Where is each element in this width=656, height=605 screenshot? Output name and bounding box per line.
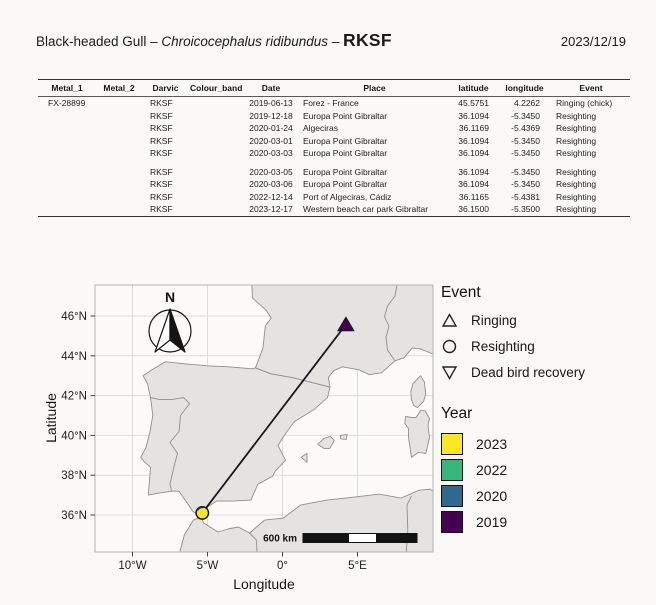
- y-tick: 36°N: [61, 510, 87, 522]
- table-row: [38, 122, 630, 135]
- legend-item-2022: [441, 459, 641, 481]
- cell-longitude: -5.3450: [511, 110, 540, 121]
- cell-metal2: [96, 135, 142, 148]
- cell-latitude: 36.1094: [458, 110, 489, 121]
- cell-metal1: [38, 147, 96, 160]
- cell-colour-band: [189, 135, 243, 148]
- table-row: [38, 147, 630, 160]
- latin-name: Chroicocephalus ridibundus: [161, 34, 328, 49]
- cell-darvic: RKSF: [150, 98, 173, 109]
- y-tick: 46°N: [61, 311, 87, 323]
- legend-label: 2019: [476, 514, 508, 530]
- y-tick: 40°N: [61, 430, 87, 443]
- cell-date: 2020-03-01: [249, 135, 293, 146]
- cell-date: 2022-12-14: [249, 191, 293, 202]
- x-axis-title: Longitude: [233, 576, 295, 592]
- col-colour-band: Colour_band: [189, 80, 243, 97]
- cell-metal2: [96, 203, 142, 216]
- cell-metal1: [38, 122, 96, 135]
- cell-place: Forez - France: [303, 98, 359, 109]
- legend-item-dead-bird-recovery: [441, 364, 641, 381]
- cell-event: Resighting: [556, 191, 597, 202]
- y-tick: 44°N: [61, 350, 87, 363]
- table-header: [38, 80, 630, 97]
- y-tick: 42°N: [61, 390, 87, 403]
- cell-longitude: -5.4369: [511, 123, 540, 134]
- cell-longitude: -5.4381: [511, 191, 540, 202]
- year-legend: [441, 405, 641, 533]
- table-row: [38, 191, 630, 204]
- legend-label: Ringing: [471, 313, 517, 328]
- cell-metal1: FX-28899: [48, 98, 86, 109]
- species-name: Black-headed Gull: [36, 34, 147, 49]
- cell-place: Europa Point Gibraltar: [303, 135, 388, 146]
- legend-label: Resighting: [471, 339, 535, 354]
- col-metal2: Metal_2: [96, 80, 142, 97]
- map-svg: [30, 278, 450, 600]
- cell-darvic: RKSF: [150, 148, 173, 159]
- legend-label: 2023: [476, 436, 508, 452]
- cell-latitude: 45.5751: [458, 98, 489, 109]
- cell-longitude: -5.3450: [511, 135, 540, 146]
- cell-latitude: 36.1500: [458, 204, 489, 215]
- north-label: N: [164, 289, 176, 305]
- cell-event: Resighting: [556, 166, 597, 177]
- cell-metal1: [38, 110, 96, 123]
- cell-place: Europa Point Gibraltar: [303, 179, 388, 190]
- col-event: Event: [552, 80, 630, 97]
- x-tick: 5°E: [348, 560, 367, 572]
- triangle-up-icon: [441, 312, 458, 329]
- cell-colour-band: [189, 203, 243, 216]
- x-tick: 10°W: [118, 560, 147, 572]
- table-body: [38, 97, 630, 217]
- legend-item-resighting: [441, 338, 641, 355]
- cell-darvic: RKSF: [150, 179, 173, 190]
- cell-latitude: 36.1169: [458, 123, 489, 134]
- cell-date: 2020-01-24: [249, 123, 293, 134]
- cell-colour-band: [189, 160, 243, 179]
- cell-colour-band: [189, 97, 243, 110]
- report-header: [36, 30, 626, 51]
- cell-darvic: RKSF: [150, 191, 173, 202]
- triangle-down-icon: [441, 364, 458, 381]
- cell-place: Europa Point Gibraltar: [303, 110, 388, 121]
- cell-colour-band: [189, 110, 243, 123]
- cell-event: Resighting: [556, 148, 597, 159]
- cell-event: Resighting: [556, 179, 597, 190]
- col-darvic: Darvic: [142, 80, 189, 97]
- x-tick: 5°W: [196, 560, 219, 572]
- map-figure: [30, 278, 450, 600]
- cell-event: Resighting: [556, 110, 597, 121]
- cell-metal1: [38, 203, 96, 216]
- cell-metal2: [96, 110, 142, 123]
- cell-latitude: 36.1094: [458, 166, 489, 177]
- cell-metal1: [38, 178, 96, 191]
- cell-longitude: -5.3450: [511, 179, 540, 190]
- cell-darvic: RKSF: [150, 135, 173, 146]
- cell-place: Western beach car park Gibraltar: [303, 204, 429, 215]
- cell-date: 2019-06-13: [249, 98, 293, 109]
- title-separator: –: [331, 34, 340, 49]
- legend-label: Dead bird recovery: [471, 365, 586, 380]
- year-swatch-2019: [441, 511, 463, 533]
- ring-code: RKSF: [343, 30, 392, 50]
- sightings-table: [38, 79, 630, 217]
- title-separator: –: [150, 34, 158, 49]
- legend-item-2019: [441, 511, 641, 533]
- y-axis-title: Latitude: [43, 393, 59, 443]
- cell-event: Resighting: [556, 204, 597, 215]
- report-date: 2023/12/19: [560, 34, 626, 49]
- col-place: Place: [299, 80, 450, 97]
- cell-latitude: 36.1094: [458, 179, 489, 190]
- table-row: [38, 178, 630, 191]
- year-swatch-2020: [441, 485, 463, 507]
- year-swatch-2023: [441, 433, 463, 455]
- cell-metal2: [96, 122, 142, 135]
- cell-metal1: [38, 160, 96, 179]
- cell-metal2: [96, 178, 142, 191]
- cell-longitude: -5.3500: [511, 204, 540, 215]
- cell-date: 2020-03-05: [249, 166, 293, 177]
- cell-date: 2020-03-06: [249, 179, 293, 190]
- page-title: [36, 30, 392, 51]
- event-legend-title: Event: [441, 284, 481, 301]
- cell-date: 2019-12-18: [249, 110, 293, 121]
- cell-darvic: RKSF: [150, 204, 173, 215]
- cell-place: Europa Point Gibraltar: [303, 148, 388, 159]
- map-legend: [441, 284, 641, 537]
- cell-latitude: 36.1094: [458, 135, 489, 146]
- cell-longitude: 4.2262: [514, 98, 540, 109]
- legend-item-2020: [441, 485, 641, 507]
- cell-event: Resighting: [556, 123, 597, 134]
- cell-colour-band: [189, 122, 243, 135]
- cell-longitude: -5.3450: [511, 166, 540, 177]
- y-tick: 38°N: [61, 470, 87, 483]
- cell-date: 2023-12-17: [249, 204, 293, 215]
- cell-event: Resighting: [556, 135, 597, 146]
- cell-latitude: 36.1094: [458, 148, 489, 159]
- col-longitude: longitude: [497, 80, 552, 97]
- cell-darvic: RKSF: [150, 166, 173, 177]
- cell-colour-band: [189, 191, 243, 204]
- table-row: [38, 97, 630, 110]
- col-metal1: Metal_1: [38, 80, 96, 97]
- col-date: Date: [243, 80, 299, 97]
- cell-latitude: 36.1165: [458, 191, 489, 202]
- table-row: [38, 203, 630, 216]
- cell-place: Algeciras: [303, 123, 338, 134]
- cell-metal2: [96, 147, 142, 160]
- cell-longitude: -5.3450: [511, 148, 540, 159]
- year-legend-title: Year: [441, 405, 473, 422]
- cell-darvic: RKSF: [150, 110, 173, 121]
- land-menorca: [340, 434, 347, 439]
- cell-metal2: [96, 191, 142, 204]
- table-row: [38, 160, 630, 179]
- legend-item-2023: [441, 433, 641, 455]
- legend-label: 2020: [476, 488, 508, 504]
- cell-darvic: RKSF: [150, 123, 173, 134]
- cell-metal1: [38, 191, 96, 204]
- table-row: [38, 110, 630, 123]
- scale-label: 600 km: [263, 533, 297, 545]
- cell-date: 2020-03-03: [249, 148, 293, 159]
- cell-place: Port of Algeciras, Cádiz: [303, 191, 392, 202]
- scale-bar: [263, 534, 417, 545]
- year-swatch-2022: [441, 459, 463, 481]
- col-latitude: latitude: [450, 80, 497, 97]
- x-tick: 0°: [277, 560, 288, 572]
- cell-metal2: [96, 160, 142, 179]
- cell-place: Europa Point Gibraltar: [303, 166, 388, 177]
- cell-event: Ringing (chick): [556, 98, 613, 109]
- table-row: [38, 135, 630, 148]
- cell-colour-band: [189, 147, 243, 160]
- cell-colour-band: [189, 178, 243, 191]
- cell-metal2: [96, 97, 142, 110]
- legend-item-ringing: [441, 312, 641, 329]
- cell-metal1: [38, 135, 96, 148]
- legend-label: 2022: [476, 462, 508, 478]
- circle-icon: [441, 338, 458, 355]
